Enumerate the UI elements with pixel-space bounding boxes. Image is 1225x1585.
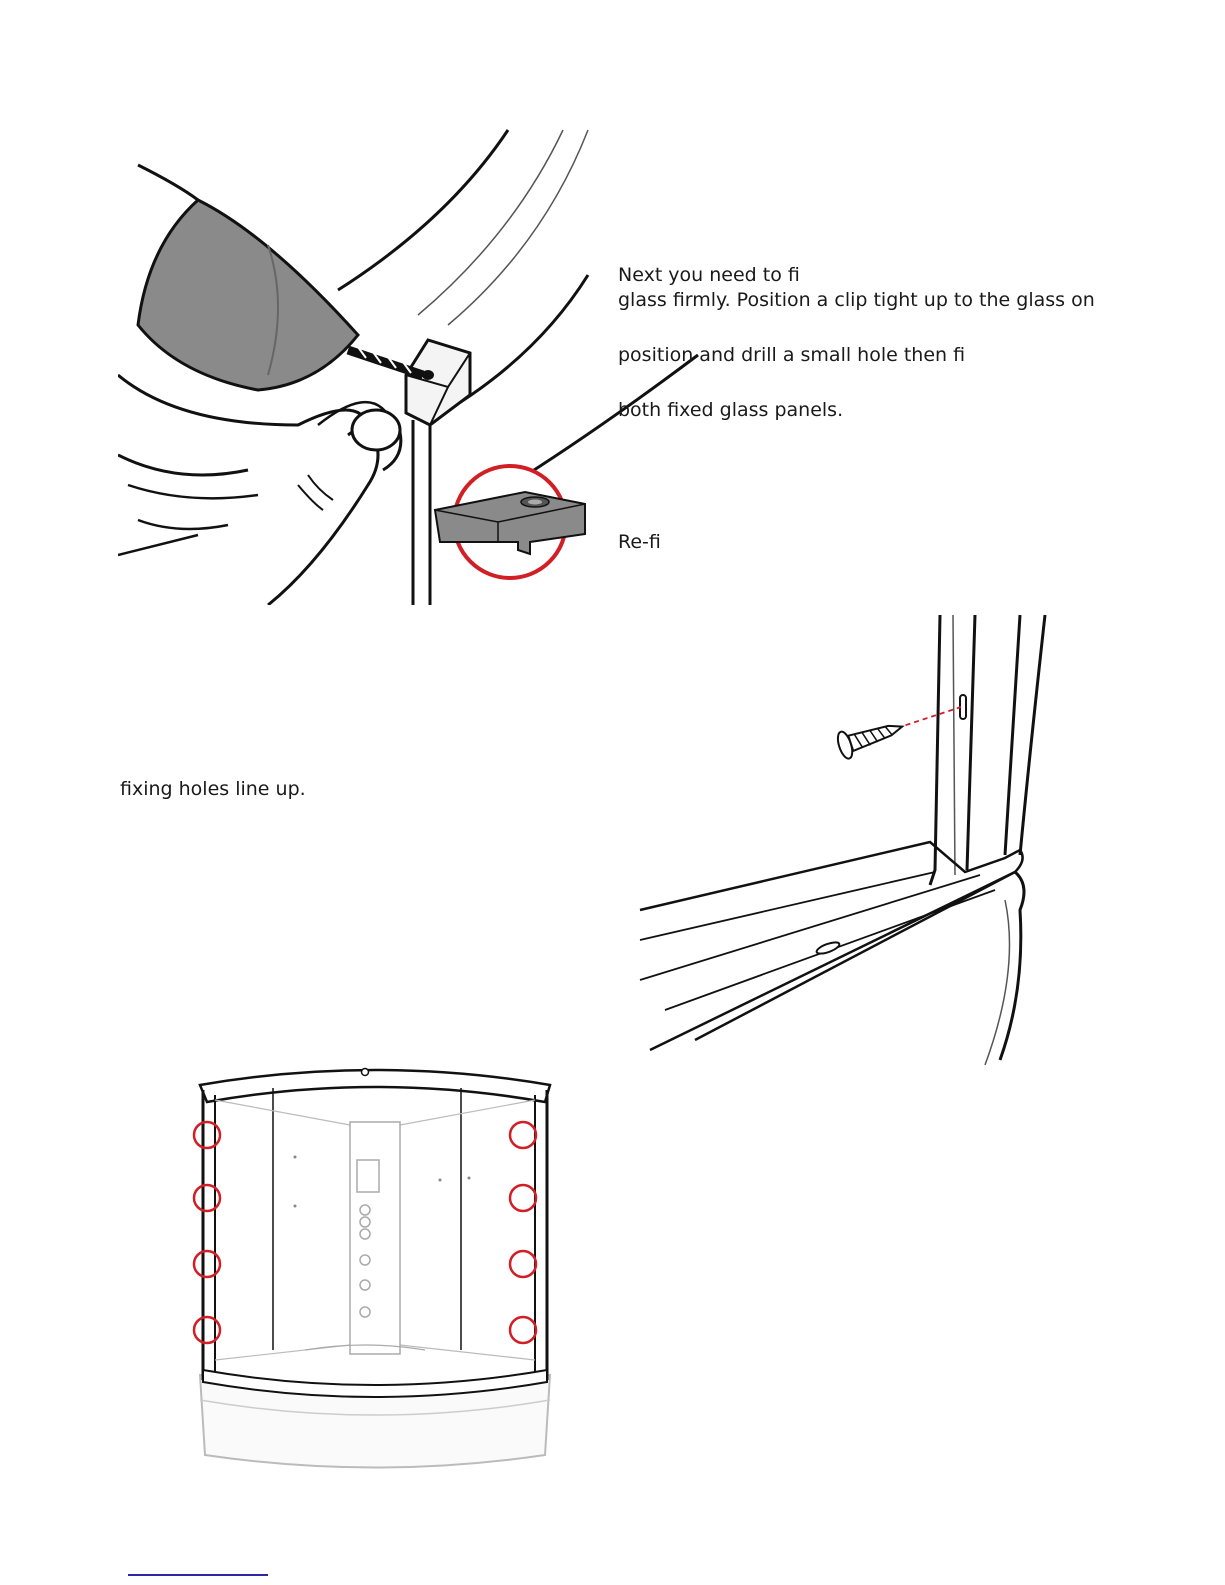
instruction-line-4: both fixed glass panels. [618, 399, 844, 421]
shower-enclosure-illustration [185, 1060, 565, 1480]
screw-illustration [635, 610, 1055, 1065]
instruction-line-6: fixing holes line up. [120, 778, 306, 800]
instruction-line-3: position and drill a small hole then fi [618, 344, 966, 366]
instruction-line-2: glass firmly. Position a clip tight up to the glass on [618, 289, 1095, 311]
instruction-line-1: Next you need to fi [618, 264, 800, 286]
footer-link-underline[interactable] [128, 1574, 268, 1576]
clip-detail-illustration [430, 462, 600, 592]
instruction-line-5: Re-fi [618, 531, 661, 553]
